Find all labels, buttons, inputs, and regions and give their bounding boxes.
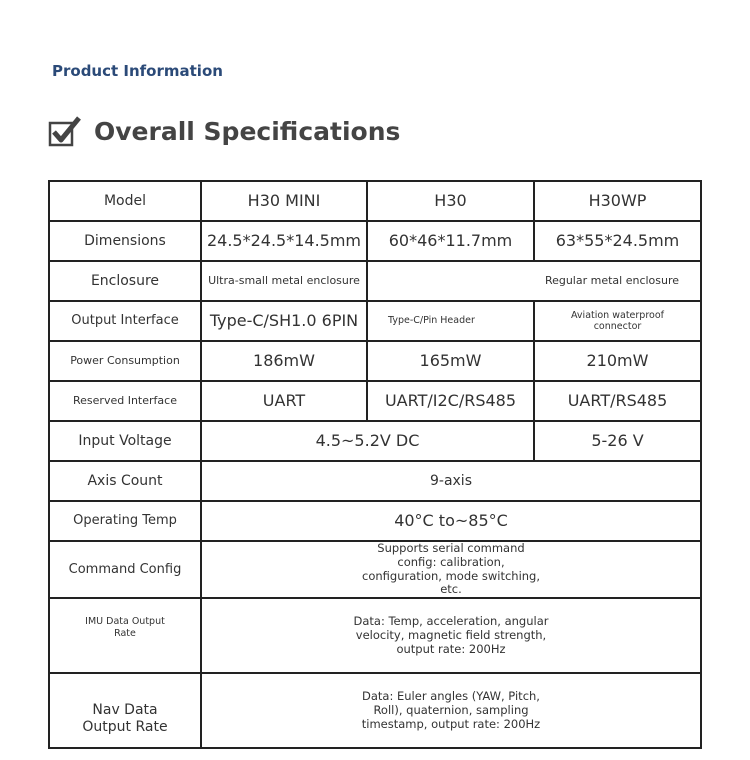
table-row-nav bbox=[49, 673, 701, 748]
cell-h30: H30 bbox=[367, 181, 534, 221]
cell-h30: 165mW bbox=[367, 341, 534, 381]
row-label: Reserved Interface bbox=[49, 381, 201, 421]
cell-h30: Type-C/Pin Header bbox=[367, 301, 534, 341]
cell-h30wp: 5-26 V bbox=[534, 421, 701, 461]
row-label: Enclosure bbox=[49, 261, 201, 301]
cell-h30-mini: UART bbox=[201, 381, 367, 421]
cell-all: Supports serial command config: calibration, configuration, mode switching, etc. bbox=[201, 541, 701, 598]
page-title: Overall Specifications bbox=[94, 116, 401, 146]
cell-h30: UART/I2C/RS485 bbox=[367, 381, 534, 421]
table-row-enclosure bbox=[49, 261, 701, 301]
cell-h30-mini: Ultra-small metal enclosure bbox=[201, 261, 367, 301]
cell-h30-mini-h30: 4.5~5.2V DC bbox=[201, 421, 534, 461]
table-row-axis bbox=[49, 461, 701, 501]
spec-table bbox=[48, 180, 702, 749]
table-row-temp bbox=[49, 501, 701, 541]
table-row-reserved bbox=[49, 381, 701, 421]
row-label: Dimensions bbox=[49, 221, 201, 261]
table-row-model bbox=[49, 181, 701, 221]
row-label: Command Config bbox=[49, 541, 201, 598]
row-label: Output Interface bbox=[49, 301, 201, 341]
row-label: Input Voltage bbox=[49, 421, 201, 461]
cell-all: 9-axis bbox=[201, 461, 701, 501]
row-label: Operating Temp bbox=[49, 501, 201, 541]
row-label: Nav Data Output Rate bbox=[49, 673, 201, 748]
cell-h30-h30wp: Regular metal enclosure bbox=[367, 261, 701, 301]
table-row-voltage bbox=[49, 421, 701, 461]
cell-all: 40°C to~85°C bbox=[201, 501, 701, 541]
cell-h30-mini: H30 MINI bbox=[201, 181, 367, 221]
table-row-output-interface bbox=[49, 301, 701, 341]
section-label: Product Information bbox=[52, 62, 223, 80]
cell-h30-mini: 24.5*24.5*14.5mm bbox=[201, 221, 367, 261]
cell-h30-mini: 186mW bbox=[201, 341, 367, 381]
cell-h30: 60*46*11.7mm bbox=[367, 221, 534, 261]
cell-all: Data: Temp, acceleration, angular velocity, magnetic field strength, output rate: 200Hz bbox=[201, 598, 701, 673]
cell-h30wp: Aviation waterproof connector bbox=[534, 301, 701, 341]
table-row-dimensions bbox=[49, 221, 701, 261]
cell-h30-mini: Type-C/SH1.0 6PIN bbox=[201, 301, 367, 341]
table-row-imu bbox=[49, 598, 701, 673]
cell-h30wp: H30WP bbox=[534, 181, 701, 221]
page-heading bbox=[48, 114, 400, 148]
cell-h30wp: 210mW bbox=[534, 341, 701, 381]
row-label: IMU Data Output Rate bbox=[49, 598, 201, 673]
row-label: Model bbox=[49, 181, 201, 221]
cell-h30wp: UART/RS485 bbox=[534, 381, 701, 421]
row-label: Axis Count bbox=[49, 461, 201, 501]
cell-all: Data: Euler angles (YAW, Pitch, Roll), quaternion, sampling timestamp, output rate: 200Hz bbox=[201, 673, 701, 748]
table-row-power bbox=[49, 341, 701, 381]
cell-h30wp: 63*55*24.5mm bbox=[534, 221, 701, 261]
row-label: Power Consumption bbox=[49, 341, 201, 381]
checkbox-check-icon bbox=[48, 114, 82, 148]
table-row-command bbox=[49, 541, 701, 598]
